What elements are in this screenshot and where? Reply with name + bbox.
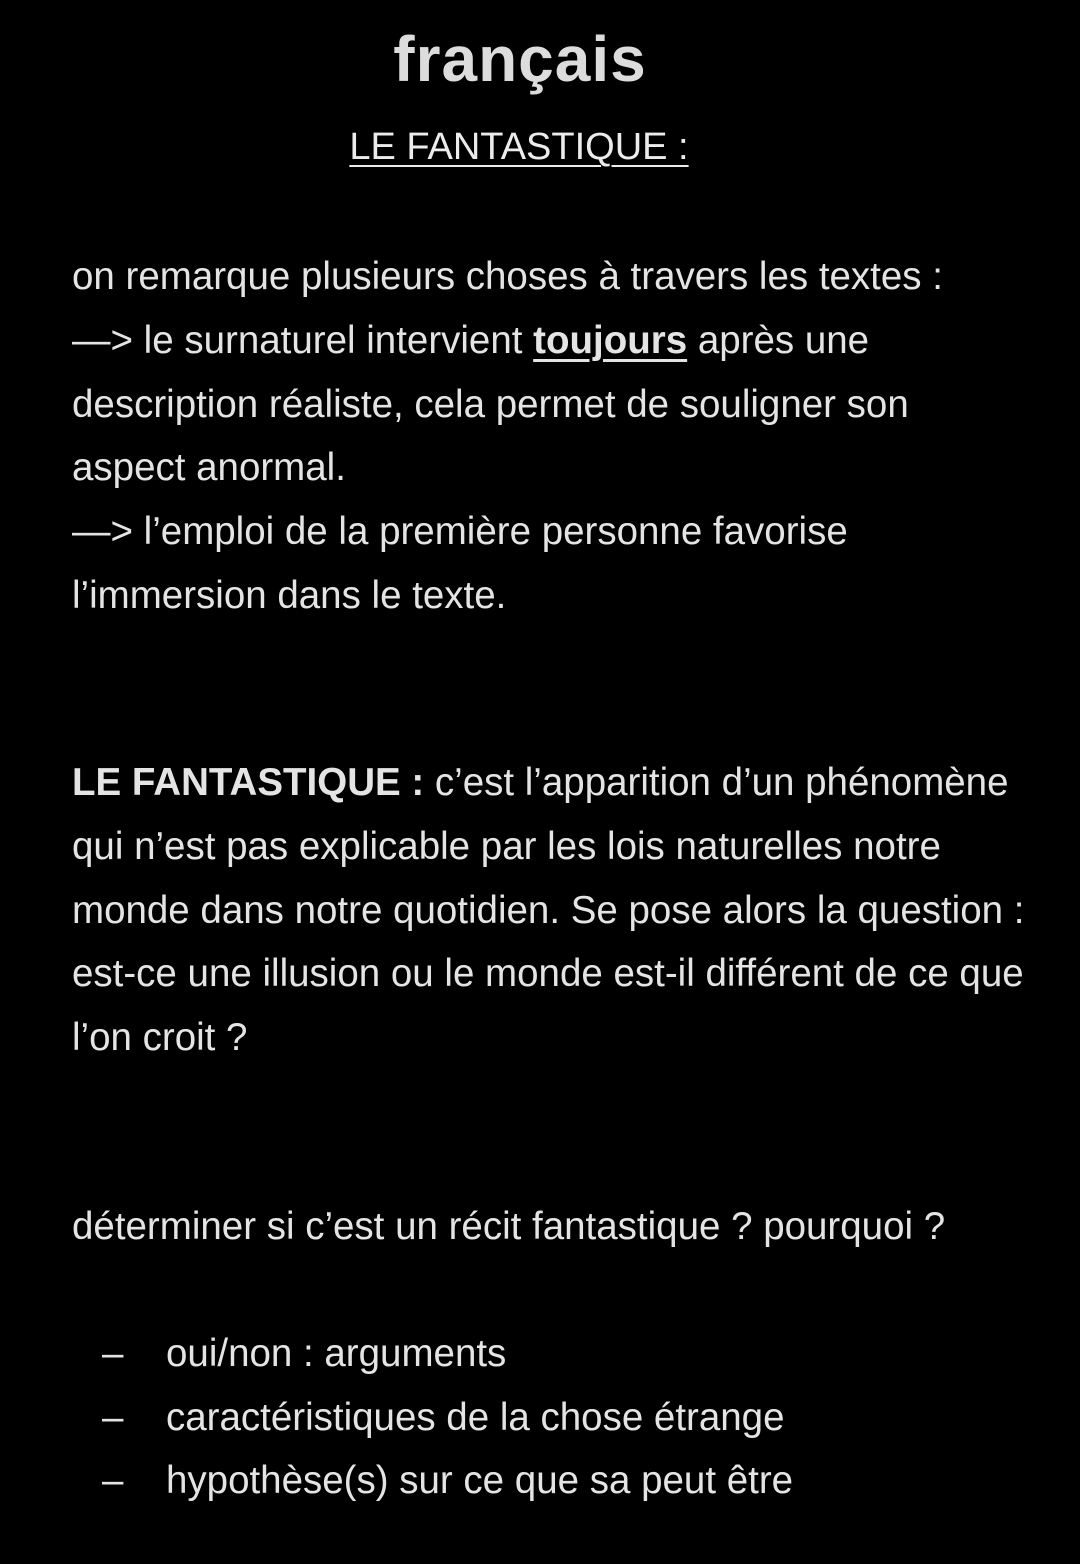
- list-bullet: –: [102, 1395, 124, 1439]
- definition-term: LE FANTASTIQUE :: [72, 761, 425, 804]
- intro-point-2: —> l’emploi de la première personne favorise l’immersion dans le texte.: [72, 510, 848, 617]
- definition-block: [72, 751, 1032, 1070]
- section-heading: [0, 126, 1038, 169]
- list-item-text: hypothèse(s) sur ce que sa peut être: [166, 1459, 794, 1502]
- list-item-text: caractéristiques de la chose étrange: [166, 1395, 785, 1439]
- intro-line: on remarque plusieurs choses à travers les textes :: [72, 255, 943, 298]
- definition-text: c’est l’apparition d’un phénomène qui n’est pas explicable par les lois naturelles notre monde dans notre quotidien. Se pose alors la question : est-ce une illusion ou le monde est-il différent de ce que l’on croit ?: [72, 761, 1025, 1060]
- emphasis-word: toujours: [533, 318, 688, 362]
- list-item: [72, 1449, 1032, 1513]
- list-bullet: –: [102, 1459, 124, 1502]
- list-item: [72, 1322, 1032, 1386]
- list-item: [72, 1386, 1032, 1450]
- intro-block: [72, 245, 1032, 628]
- intro-point-1: [72, 309, 1032, 500]
- page-title: français: [393, 23, 647, 95]
- intro-point-1-end: après une description réaliste, cela permet de souligner son aspect anormal.: [72, 318, 909, 490]
- definition-paragraph: [72, 751, 1032, 1070]
- list-bullet: –: [102, 1332, 124, 1375]
- method-question: déterminer si c’est un récit fantastique ? pourquoi ?: [72, 1205, 946, 1248]
- intro-point-1-start: —> le surnaturel intervient: [72, 318, 534, 362]
- method-block: [72, 1195, 1032, 1259]
- section-heading-text: LE FANTASTIQUE :: [349, 126, 689, 168]
- list-item-text: oui/non : arguments: [166, 1332, 507, 1375]
- method-list: [72, 1322, 1032, 1513]
